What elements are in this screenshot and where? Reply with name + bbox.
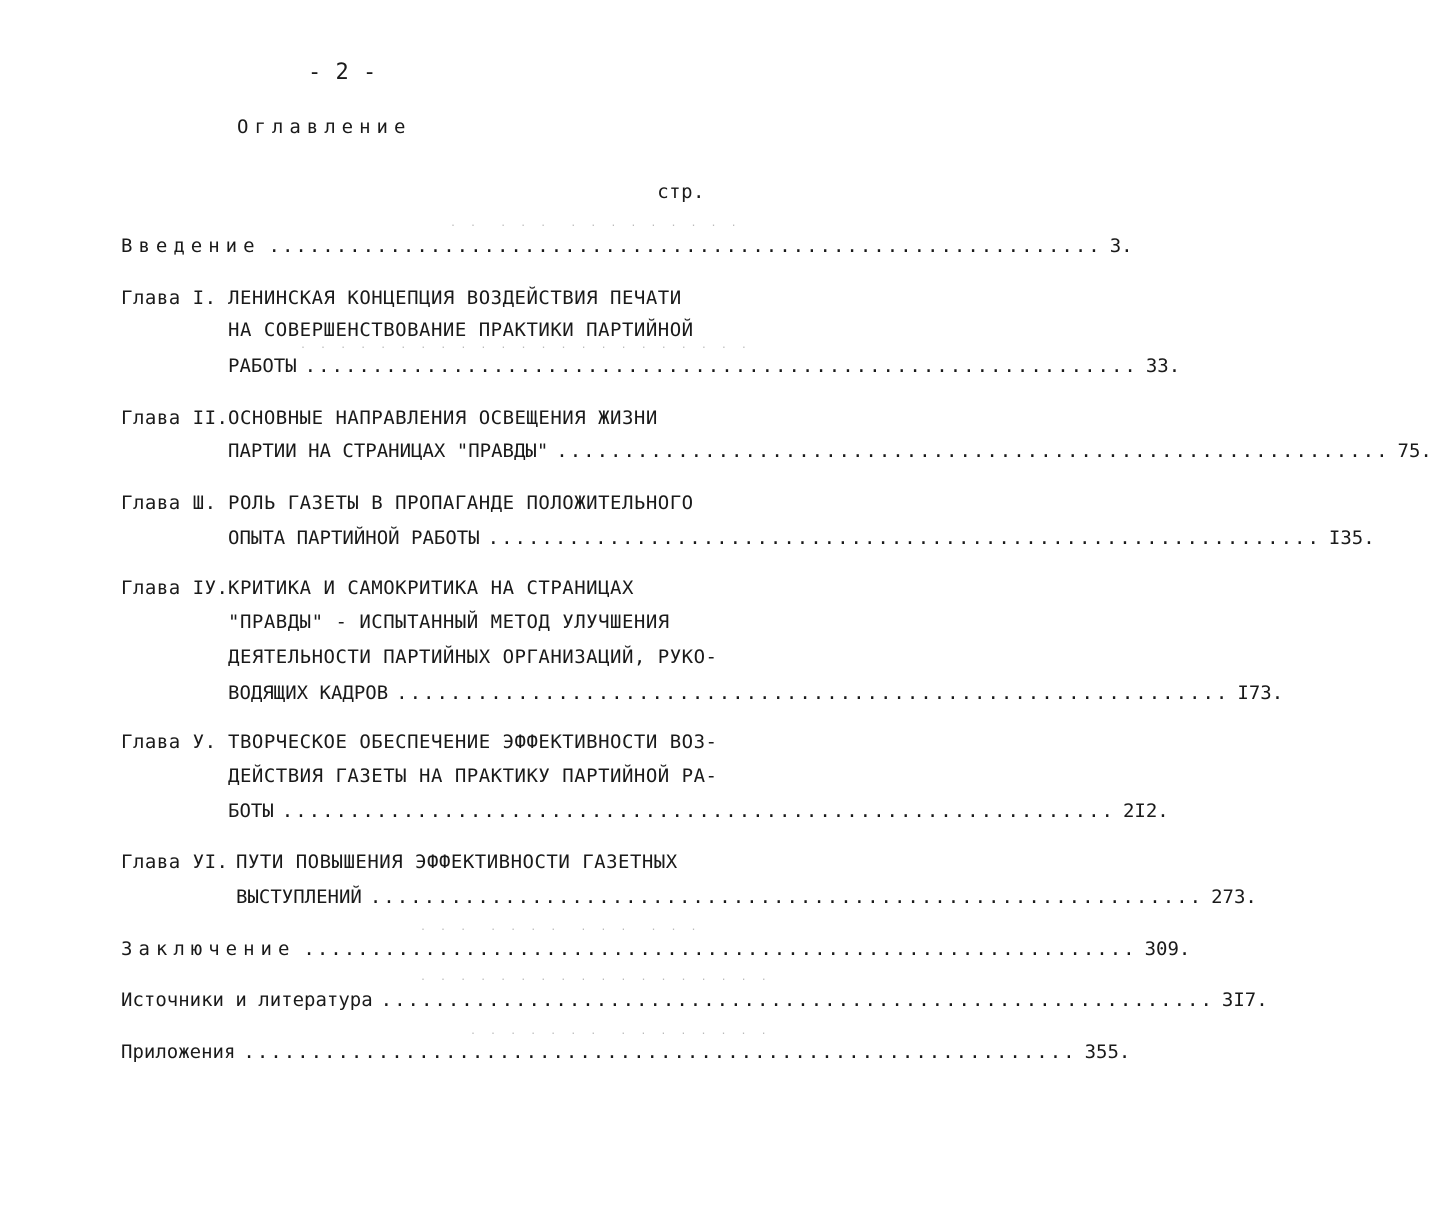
chapter-title-line: ЛЕНИНСКАЯ КОНЦЕПЦИЯ ВОЗДЕЙСТВИЯ ПЕЧАТИ bbox=[228, 287, 682, 309]
toc-entry-page: I73. bbox=[1237, 682, 1284, 704]
chapter-label: Глава Ш. bbox=[121, 492, 217, 514]
chapter-label: Глава У. bbox=[121, 731, 217, 753]
dot-leader: .............................................................. bbox=[380, 989, 1214, 1011]
scan-noise: . . . . . . . . . . . . . . . . . . bbox=[420, 972, 771, 983]
chapter-title-line: КРИТИКА И САМОКРИТИКА НА СТРАНИЦАХ bbox=[228, 577, 634, 599]
dot-leader: .............................................................. bbox=[556, 440, 1390, 462]
toc-entry-page: 355. bbox=[1084, 1041, 1131, 1063]
toc-entry-ch6-last bbox=[236, 886, 1257, 908]
toc-entry-page: 75. bbox=[1397, 440, 1432, 462]
toc-entry-appendix bbox=[121, 1041, 1131, 1063]
toc-entry-page: 2I2. bbox=[1122, 800, 1169, 822]
chapter-label: Глава II. bbox=[121, 407, 229, 429]
chapter-title-line: ОПЫТА ПАРТИЙНОЙ РАБОТЫ bbox=[228, 527, 480, 549]
toc-entry-label: Заключение bbox=[121, 938, 296, 960]
toc-entry-sources bbox=[121, 989, 1268, 1011]
scan-noise: . . . . . . . . . . . . . . . bbox=[470, 1026, 771, 1037]
scan-noise: . . . . . . . . . . . . . . . . . . . . . . . bbox=[300, 340, 751, 351]
toc-entry-page: 33. bbox=[1145, 355, 1181, 377]
toc-entry-label: Введение bbox=[121, 235, 261, 257]
toc-entry-ch2-last bbox=[228, 440, 1432, 462]
chapter-title-line: ВЫСТУПЛЕНИЙ bbox=[236, 886, 362, 908]
toc-entry-label: Приложения bbox=[121, 1041, 236, 1063]
toc-entry-page: 273. bbox=[1211, 886, 1257, 908]
toc-entry-ch3-last bbox=[228, 527, 1375, 549]
chapter-title-line: НА СОВЕРШЕНСТВОВАНИЕ ПРАКТИКИ ПАРТИЙНОЙ bbox=[228, 319, 694, 341]
toc-entry-page: I35. bbox=[1328, 527, 1375, 549]
scan-noise: . . . . . . . . . . . . . . bbox=[450, 218, 741, 229]
chapter-title-line: РАБОТЫ bbox=[228, 355, 297, 377]
toc-entry-page: 3I7. bbox=[1221, 989, 1268, 1011]
chapter-title-line: ОСНОВНЫЕ НАПРАВЛЕНИЯ ОСВЕЩЕНИЯ ЖИЗНИ bbox=[228, 407, 658, 429]
dot-leader: .............................................................. bbox=[304, 355, 1138, 377]
toc-title: Оглавление bbox=[237, 116, 412, 138]
scan-noise: . . . . . . . . . . . . . bbox=[420, 922, 701, 933]
dot-leader: .............................................................. bbox=[268, 235, 1102, 257]
dot-leader: .............................................................. bbox=[303, 938, 1137, 960]
chapter-title-line: БОТЫ bbox=[228, 800, 274, 822]
toc-entry-intro bbox=[121, 235, 1133, 257]
page-number: - 2 - bbox=[308, 60, 377, 85]
dot-leader: .............................................................. bbox=[281, 800, 1115, 822]
chapter-title-line: ПАРТИИ НА СТРАНИЦАХ "ПРАВДЫ" bbox=[228, 440, 549, 462]
chapter-label: Глава IУ. bbox=[121, 577, 229, 599]
toc-entry-conclusion bbox=[121, 938, 1191, 960]
chapter-title-line: ПУТИ ПОВЫШЕНИЯ ЭФФЕКТИВНОСТИ ГАЗЕТНЫХ bbox=[236, 851, 678, 873]
toc-entry-ch1-last bbox=[228, 355, 1181, 377]
chapter-title-line: РОЛЬ ГАЗЕТЫ В ПРОПАГАНДЕ ПОЛОЖИТЕЛЬНОГО bbox=[228, 492, 694, 514]
chapter-label: Глава УI. bbox=[121, 851, 229, 873]
toc-entry-ch4-last bbox=[228, 682, 1284, 704]
dot-leader: .............................................................. bbox=[369, 886, 1204, 908]
chapter-title-line: ВОДЯЩИХ КАДРОВ bbox=[228, 682, 389, 704]
chapter-title-line: "ПРАВДЫ" - ИСПЫТАННЫЙ МЕТОД УЛУЧШЕНИЯ bbox=[228, 611, 670, 633]
dot-leader: .............................................................. bbox=[396, 682, 1230, 704]
chapter-label: Глава I. bbox=[121, 287, 217, 309]
dot-leader: .............................................................. bbox=[243, 1041, 1077, 1063]
dot-leader: .............................................................. bbox=[487, 527, 1321, 549]
toc-entry-page: 3. bbox=[1109, 235, 1133, 257]
chapter-title-line: ДЕЙСТВИЯ ГАЗЕТЫ НА ПРАКТИКУ ПАРТИЙНОЙ РА- bbox=[228, 765, 718, 787]
page-column-header: стр. bbox=[657, 181, 705, 203]
toc-entry-page: 309. bbox=[1144, 938, 1191, 960]
toc-entry-label: Источники и литература bbox=[121, 989, 373, 1011]
chapter-title-line: ТВОРЧЕСКОЕ ОБЕСПЕЧЕНИЕ ЭФФЕКТИВНОСТИ ВОЗ- bbox=[228, 731, 718, 753]
toc-entry-ch5-last bbox=[228, 800, 1169, 822]
chapter-title-line: ДЕЯТЕЛЬНОСТИ ПАРТИЙНЫХ ОРГАНИЗАЦИЙ, РУКО- bbox=[228, 646, 718, 668]
